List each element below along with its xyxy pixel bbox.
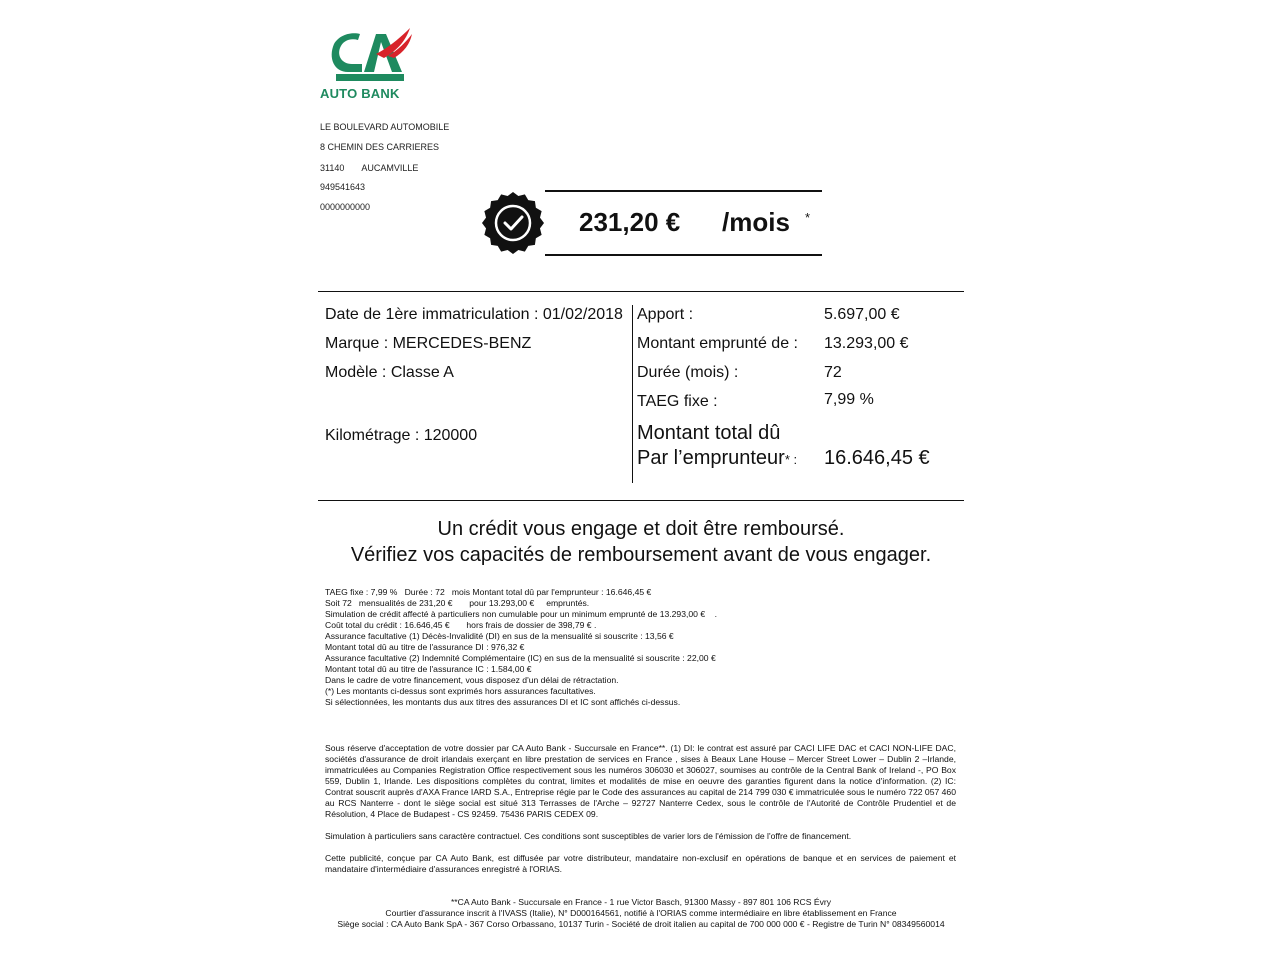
apport-value: 5.697,00 € [824,306,900,323]
footer-line1: **CA Auto Bank - Succursale en France - 1 rue Victor Basch, 91300 Massy - 897 801 106 RCS Évry [450,897,832,907]
legal-paragraph-insurance: Sous réserve d'acceptation de votre dossier par CA Auto Bank - Succursale en France**. (1) DI: le contrat est assuré par CACI LIFE DAC et CACI NON-LIFE DAC, sociétés d'assurance de droit irlandais exerçant en libre prestation de services en France , sises à Beaux Lane House – Mercer Street Lower – Dublin 2 –Irlande, immatriculées au Companies Registration Office respectivement sous les numéros 306030 et 306027, soumises au contrôle de la Central Bank of Ireland -, PO Box 559, Dublin 1, Irlande. Les dispositions complètes du contrat, limites et modalités de mise en oeuvre des garanties figurent dans la notice d'information. (2) IC: Contrat souscrit auprès d'AXA France IARD S.A., Entreprise régie par le Code des assurances au capital de 214 799 030 € immatriculée sous le numéro 722 057 460 au RCS Nanterre - dont le siège social est situé 313 Terrasses de l'Arche – 92727 Nanterre Cedex, sous le contrôle de l'Autorité de Contrôle Prudentiel et de Résolution, 4 Place de Budapest - CS 92459. 75436 PARIS CEDEX 09. [325,743,956,819]
summary-line: Assurance facultative (1) Décès-Invalidité (DI) en sus de la mensualité si souscrite : 13,56 € [325,631,674,641]
summary-line: Assurance facultative (2) Indemnité Complémentaire (IC) en sus de la mensualité si souscrite : 22,00 € [325,653,716,663]
apport-label: Apport : [637,306,694,323]
footer [300,897,982,930]
borrowed-label: Montant emprunté de : [637,335,798,352]
total-label-line2 [637,447,797,470]
monthly-asterisk: * [805,210,811,225]
duration-value: 72 [824,364,842,381]
top-divider [318,291,964,292]
vehicle-brand: Marque : MERCEDES-BENZ [325,335,532,352]
summary-line: Montant total dû au titre de l'assurance IC : 1.584,00 € [325,664,532,674]
taeg-value: 7,99 % [824,391,874,408]
vehicle-mileage: Kilométrage : 120000 [325,427,478,444]
registration-date: Date de 1ère immatriculation : 01/02/2018 [325,306,623,323]
brand-name: AUTO BANK [320,86,400,101]
legal-notice [325,743,956,886]
dealer-id: 0000000000 [320,202,371,212]
borrowed-value: 13.293,00 € [824,335,909,352]
dealer-street: 8 CHEMIN DES CARRIERES [320,142,440,152]
bottom-divider [318,500,964,501]
summary-line: Simulation de crédit affecté à particuliers non cumulable pour un minimum emprunté de 13.293,00 € . [325,609,718,619]
warning-line1: Un crédit vous engage et doit être remboursé. [437,518,845,540]
total-value: 16.646,45 € [824,447,930,469]
monthly-amount: 231,20 € [579,207,681,237]
vehicle-model: Modèle : Classe A [325,364,454,381]
monthly-unit: /mois [722,207,790,237]
summary-line: Coût total du crédit : 16.646,45 € hors frais de dossier de 398,79 € . [325,620,597,630]
dealer-name: LE BOULEVARD AUTOMOBILE [320,122,450,132]
summary-line: Si sélectionnées, les montants dus aux titres des assurances DI et IC sont affichés ci-dessus. [325,697,681,707]
credit-summary [325,587,717,708]
total-label-text: Par l’emprunteur [637,447,785,469]
summary-line: Soit 72 mensualités de 231,20 € pour 13.293,00 € empruntés. [325,598,590,608]
footer-line3: Siège social : CA Auto Bank SpA - 367 Corso Orbassano, 10137 Turin - Société de droit italien au capital de 700 000 000 € - Registre de Turin N° 08349560014 [337,919,945,929]
summary-line: Dans le cadre de votre financement, vous disposez d'un délai de rétractation. [325,675,619,685]
footer-line2: Courtier d'assurance inscrit à l'IVASS (Italie), N° D000164561, notifié à l'ORIAS comme intermédiaire en libre établissement en France [385,908,897,918]
dealer-city: 31140 AUCAMVILLE [320,163,419,173]
column-divider [632,305,633,483]
legal-paragraph-advertising: Cette publicité, conçue par CA Auto Bank, est diffusée par votre distributeur, mandataire non-exclusif en opérations de banque et en services de paiement et mandataire d'intermédiaire d'assurances enregistré à l'ORIAS. [325,853,956,874]
dealer-phone: 949541643 [320,182,366,192]
total-label-star: * : [784,452,798,467]
warning-line2: Vérifiez vos capacités de remboursement avant de vous engager. [350,544,932,566]
summary-line: (*) Les montants ci-dessus sont exprimés hors assurances facultatives. [325,686,596,696]
legal-paragraph-simulation: Simulation à particuliers sans caractère contractuel. Ces conditions sont susceptibles de varier lors de l'émission de l'offre de financement. [325,831,852,841]
check-badge-icon [481,191,545,255]
duration-label: Durée (mois) : [637,364,739,381]
summary-line: Montant total dû au titre de l'assurance DI : 976,32 € [325,642,525,652]
summary-line: TAEG fixe : 7,99 % Durée : 72 mois Montant total dû par l'emprunteur : 16.646,45 € [325,587,652,597]
taeg-label: TAEG fixe : [637,393,718,410]
credit-warning [318,516,964,568]
total-label-line1: Montant total dû [637,422,781,444]
